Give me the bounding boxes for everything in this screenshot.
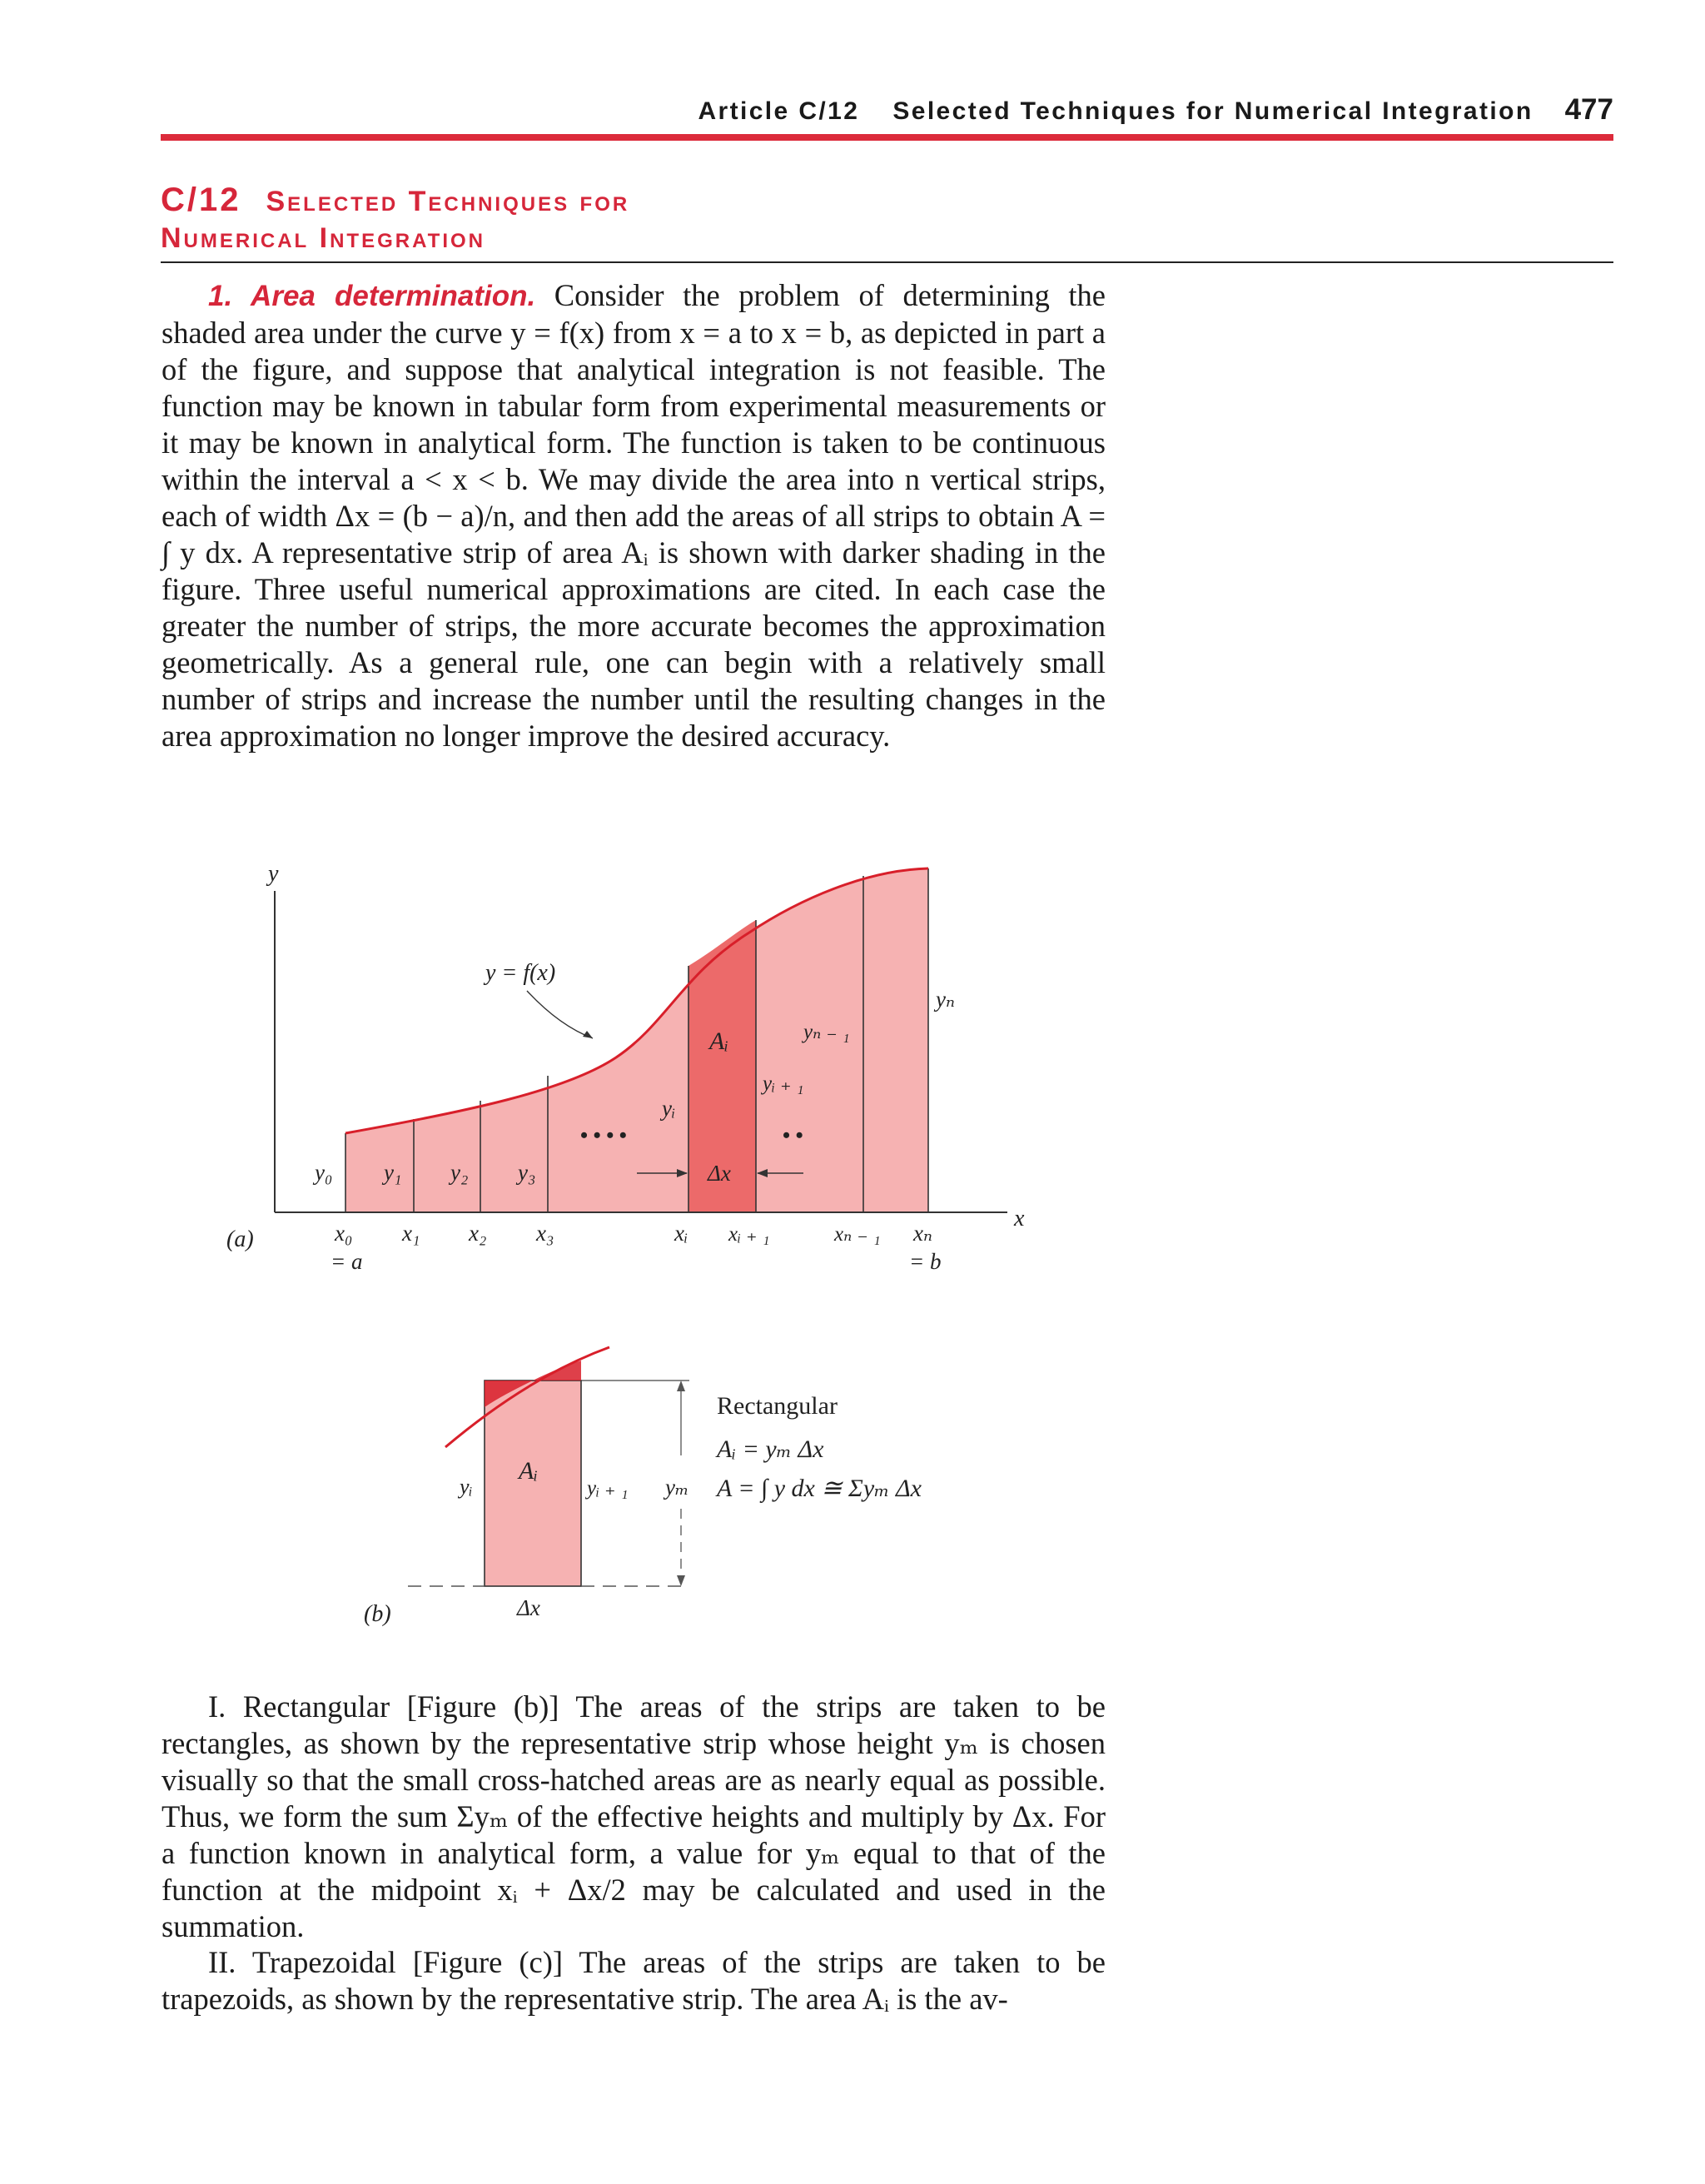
- run-in-heading: 1. Area determination.: [208, 280, 536, 312]
- x-label-xn: xₙ: [913, 1221, 932, 1246]
- x-label-x1: x₁: [402, 1221, 420, 1246]
- page-number: 477: [1564, 93, 1613, 126]
- running-header-title: Selected Techniques for Numerical Integration: [892, 97, 1534, 125]
- section-title-line2: Numerical Integration: [161, 222, 485, 254]
- ellipsis-dots-short: • •: [783, 1123, 803, 1147]
- section-title-line1: Selected Techniques for: [266, 186, 630, 217]
- y-axis-label: y: [268, 861, 279, 887]
- height-label-y0: y₀: [315, 1160, 333, 1185]
- paragraph3-text: II. Trapezoidal [Figure (c)] The areas of the strips are taken to be trapezoids, as shown by the representative strip. The area Aᵢ is the av-: [162, 1945, 1106, 2016]
- paragraph2-text: I. Rectangular [Figure (b)] The areas of the strips are taken to be rectangles, as shown by the representative strip whose height yₘ is chosen visually so that the small cross-hatched areas are as nearly equal as possible. Thus, we form the sum Σyₘ of the effective heights and multiply by Δx. For a function known in analytical form, a value for yₘ equal to that of the function at the midpoint xᵢ + Δx/2 may be calculated and used in the summation.: [162, 1689, 1106, 1943]
- x-label-x0: x₀: [335, 1221, 353, 1246]
- curve-leader-arrow: [527, 991, 593, 1038]
- x-label-x3: x₃: [536, 1221, 554, 1246]
- left-height-label-b: yᵢ: [460, 1475, 473, 1499]
- ellipsis-dots-long: • • • •: [580, 1123, 627, 1147]
- curve-label: y = f(x): [485, 960, 556, 986]
- method-title-rectangular: Rectangular: [717, 1392, 838, 1420]
- strip-label-b: Aᵢ: [519, 1457, 539, 1485]
- x-axis-label: x: [1014, 1206, 1025, 1231]
- height-label-y1: y₁: [384, 1160, 402, 1185]
- formula-total-area: A = ∫ y dx ≅ Σyₘ Δx: [717, 1475, 922, 1502]
- x-label-x2: x₂: [469, 1221, 487, 1246]
- height-label-yn: yₙ: [936, 987, 955, 1012]
- xn-equals-b: = b: [909, 1249, 942, 1274]
- part-a-label: (a): [226, 1226, 254, 1252]
- x-label-xn-minus-1: xₙ ₋ ₁: [834, 1223, 881, 1246]
- running-header-article: Article C/12: [698, 97, 860, 125]
- dx-label-b: Δx: [517, 1595, 540, 1620]
- section-number: C/12: [161, 182, 241, 218]
- figure-a: [226, 861, 1025, 1274]
- paragraph-rectangular: [162, 1689, 1106, 1945]
- height-label-yi: yᵢ: [662, 1096, 676, 1121]
- formula-ai: Aᵢ = yₘ Δx: [717, 1435, 824, 1463]
- x0-equals-a: = a: [331, 1249, 363, 1274]
- strip-area-label: Aᵢ: [709, 1027, 729, 1055]
- height-label-yn-minus-1: yₙ ₋ ₁: [803, 1021, 850, 1043]
- figure-b: [364, 1347, 922, 1627]
- height-label-y3: y₃: [518, 1160, 536, 1185]
- height-label-yi-plus-1: yᵢ ₊ ₁: [763, 1072, 804, 1095]
- dx-label-a: Δx: [708, 1161, 731, 1186]
- x-label-xi-plus-1: xᵢ ₊ ₁: [728, 1223, 770, 1246]
- height-label-y2: y₂: [450, 1160, 469, 1185]
- paragraph-trapezoidal: [162, 1944, 1106, 2017]
- mean-height-label-b: yₘ: [665, 1475, 689, 1500]
- paragraph1-text: Consider the problem of determining the shaded area under the curve y = f(x) from x = a to x = b, as depicted in part a of the figure, and suppose that analytical integration is not feasible. The function may be known in tabular form from experimental measurements or it may be known in analytical form. The function is taken to be continuous within the interval a < x < b. We may divide the area into n vertical strips, each of width Δx = (b − a)/n, and then add the areas of all strips to obtain A = ∫ y dx. A representative strip of area Aᵢ is shown with darker shading in the figure. Three useful numerical approximations are cited. In each case the greater the number of strips, the more accurate becomes the approximation geometrically. As a general rule, one can begin with a relatively small number of strips and increase the number until the resulting changes in the area approximation no longer improve the desired accuracy.: [162, 278, 1106, 753]
- part-b-label: (b): [364, 1601, 391, 1627]
- right-height-label-b: yᵢ ₊ ₁: [587, 1477, 629, 1500]
- x-label-xi: xᵢ: [674, 1221, 688, 1246]
